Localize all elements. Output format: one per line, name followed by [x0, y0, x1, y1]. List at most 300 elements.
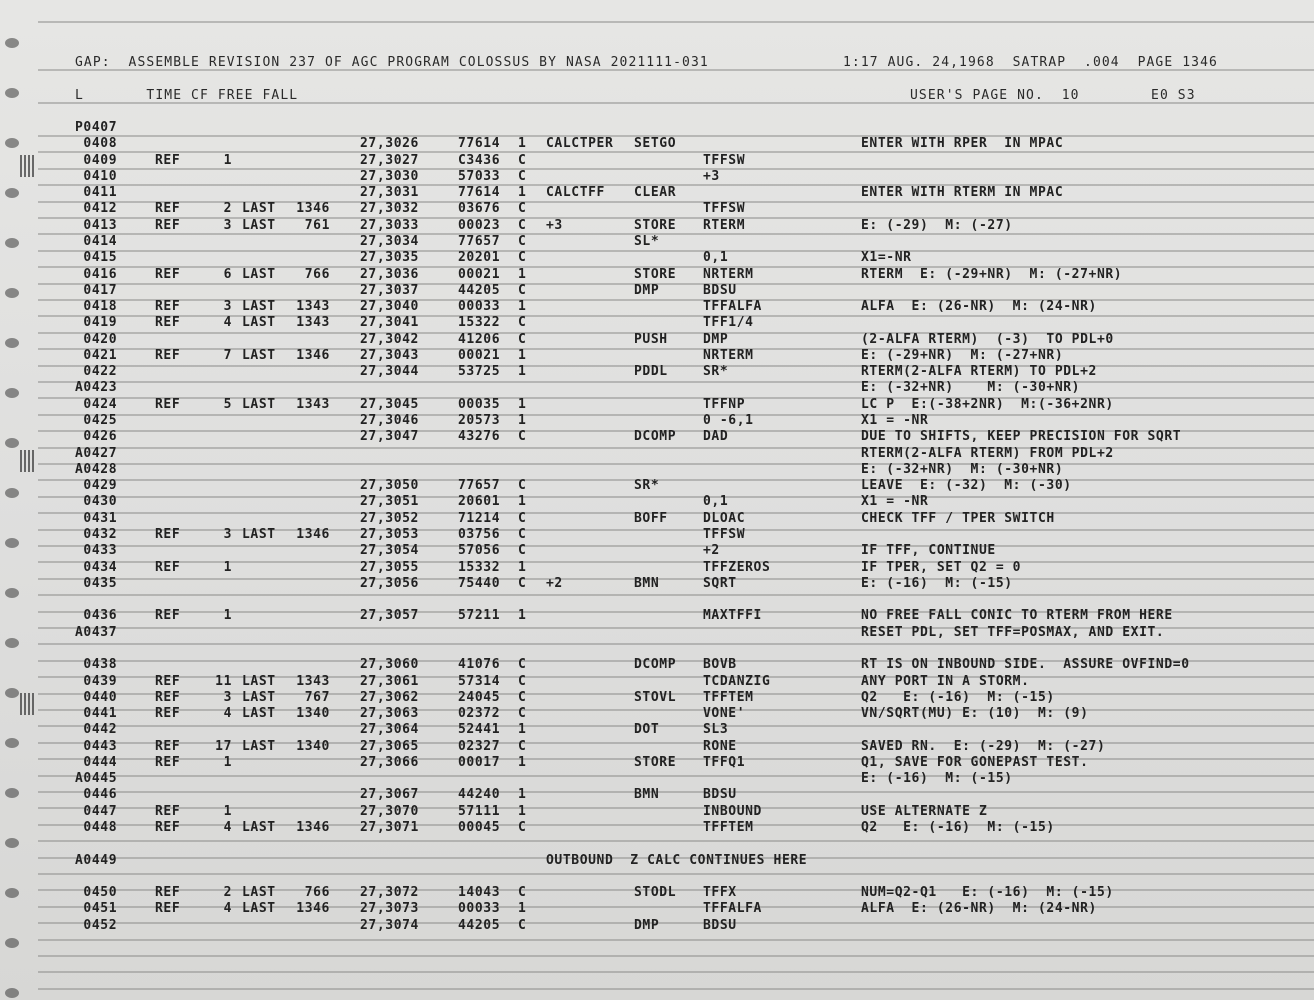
opcode: DCOMP [634, 429, 677, 444]
comment: ALFA E: (26-NR) M: (24-NR) [861, 901, 1097, 916]
octal-word: 77657 [458, 478, 501, 493]
operand: TFFSW [703, 153, 746, 168]
line-number: 0426 [75, 429, 118, 444]
listing-header-left: GAP: ASSEMBLE REVISION 237 OF AGC PROGRAM COLOSSUS BY NASA 2021111-031 [75, 55, 709, 70]
address: 27,3033 [360, 218, 419, 233]
sprocket-hole [5, 488, 19, 498]
ref-marker: REF [155, 901, 181, 916]
octal-word: 00017 [458, 755, 501, 770]
octal-word: 57033 [458, 169, 501, 184]
opcode: PUSH [634, 332, 668, 347]
ref-count: 6 [223, 267, 232, 282]
opcode: PDDL [634, 364, 668, 379]
sprocket-hole [5, 338, 19, 348]
last-page: 767 [304, 690, 330, 705]
octal-word: 03756 [458, 527, 501, 542]
octal-word: 00045 [458, 820, 501, 835]
address: 27,3072 [360, 885, 419, 900]
last-marker: LAST [242, 299, 276, 314]
word-flag: C [518, 511, 527, 526]
last-page: 1340 [296, 739, 330, 754]
line-number: 0413 [75, 218, 118, 233]
operand: BDSU [703, 787, 737, 802]
operand: TFFQ1 [703, 755, 746, 770]
comment: E: (-32+NR) M: (-30+NR) [861, 462, 1064, 477]
word-flag: C [518, 201, 527, 216]
last-page: 761 [304, 218, 330, 233]
operand: DLOAC [703, 511, 746, 526]
opcode: DOT [634, 722, 660, 737]
opcode: CLEAR [634, 185, 677, 200]
sprocket-hole [5, 638, 19, 648]
last-marker: LAST [242, 706, 276, 721]
address: 27,3063 [360, 706, 419, 721]
line-number: 0452 [75, 918, 118, 933]
ref-count: 1 [223, 560, 232, 575]
opcode: BMN [634, 787, 660, 802]
octal-word: 20201 [458, 250, 501, 265]
operand: 0,1 [703, 250, 729, 265]
octal-word: 77657 [458, 234, 501, 249]
comment: E: (-16) M: (-15) [861, 576, 1013, 591]
address: 27,3040 [360, 299, 419, 314]
ref-count: 2 [223, 201, 232, 216]
last-marker: LAST [242, 201, 276, 216]
address: 27,3060 [360, 657, 419, 672]
ref-count: 5 [223, 397, 232, 412]
ref-count: 1 [223, 804, 232, 819]
operand: INBOUND [703, 804, 762, 819]
comment: E: (-32+NR) M: (-30+NR) [861, 380, 1081, 395]
sprocket-hole [5, 888, 19, 898]
octal-word: 15322 [458, 315, 501, 330]
line-number: 0419 [75, 315, 118, 330]
comment: CHECK TFF / TPER SWITCH [861, 511, 1055, 526]
octal-word: 14043 [458, 885, 501, 900]
sprocket-hole [5, 788, 19, 798]
operand: TFF1/4 [703, 315, 754, 330]
sprocket-hole [5, 88, 19, 98]
address: 27,3035 [360, 250, 419, 265]
word-flag: 1 [518, 755, 527, 770]
comment: RTERM(2-ALFA RTERM) FROM PDL+2 [861, 446, 1114, 461]
ref-count: 3 [223, 690, 232, 705]
octal-word: 20573 [458, 413, 501, 428]
comment: E: (-29) M: (-27) [861, 218, 1013, 233]
word-flag: 1 [518, 299, 527, 314]
octal-word: 57056 [458, 543, 501, 558]
operand: DAD [703, 429, 729, 444]
sprocket-hole [5, 438, 19, 448]
address: 27,3030 [360, 169, 419, 184]
ref-count: 3 [223, 218, 232, 233]
comment: IF TFF, CONTINUE [861, 543, 996, 558]
line-number: 0450 [75, 885, 118, 900]
sprocket-hole [5, 738, 19, 748]
last-page: 766 [304, 267, 330, 282]
operand: SL3 [703, 722, 729, 737]
opcode: DCOMP [634, 657, 677, 672]
address: 27,3047 [360, 429, 419, 444]
opcode: STORE [634, 755, 677, 770]
octal-word: 57211 [458, 608, 501, 623]
octal-word: 44205 [458, 918, 501, 933]
comment: RT IS ON INBOUND SIDE. ASSURE OVFIND=0 [861, 657, 1190, 672]
ref-count: 1 [223, 153, 232, 168]
octal-word: 44240 [458, 787, 501, 802]
comment: ENTER WITH RTERM IN MPAC [861, 185, 1064, 200]
ref-marker: REF [155, 560, 181, 575]
ref-marker: REF [155, 299, 181, 314]
last-marker: LAST [242, 820, 276, 835]
octal-word: 00021 [458, 267, 501, 282]
comment: (2-ALFA RTERM) (-3) TO PDL+0 [861, 332, 1114, 347]
ref-marker: REF [155, 820, 181, 835]
last-page: 1346 [296, 527, 330, 542]
word-flag: C [518, 657, 527, 672]
ref-marker: REF [155, 348, 181, 363]
word-flag: C [518, 218, 527, 233]
address: 27,3031 [360, 185, 419, 200]
line-number: 0424 [75, 397, 118, 412]
line-number: A0428 [75, 462, 118, 477]
opcode: BOFF [634, 511, 668, 526]
ref-marker: REF [155, 267, 181, 282]
line-number: 0408 [75, 136, 118, 151]
octal-word: 43276 [458, 429, 501, 444]
ref-count: 3 [223, 299, 232, 314]
address: 27,3073 [360, 901, 419, 916]
word-flag: C [518, 918, 527, 933]
ref-count: 4 [223, 820, 232, 835]
octal-word: 02372 [458, 706, 501, 721]
operand: TFFSW [703, 527, 746, 542]
last-marker: LAST [242, 885, 276, 900]
sprocket-hole [5, 588, 19, 598]
operand: TFFZEROS [703, 560, 771, 575]
address: 27,3032 [360, 201, 419, 216]
address: 27,3051 [360, 494, 419, 509]
operand: SQRT [703, 576, 737, 591]
opcode: STODL [634, 885, 677, 900]
comment: DUE TO SHIFTS, KEEP PRECISION FOR SQRT [861, 429, 1182, 444]
opcode: BMN [634, 576, 660, 591]
word-flag: C [518, 739, 527, 754]
last-marker: LAST [242, 674, 276, 689]
line-number: 0431 [75, 511, 118, 526]
line-number: A0423 [75, 380, 118, 395]
comment: ENTER WITH RPER IN MPAC [861, 136, 1064, 151]
octal-word: 00023 [458, 218, 501, 233]
operand: TCDANZIG [703, 674, 771, 689]
operand: TFFTEM [703, 690, 754, 705]
octal-word: 20601 [458, 494, 501, 509]
ref-count: 2 [223, 885, 232, 900]
line-number: 0440 [75, 690, 118, 705]
ref-count: 7 [223, 348, 232, 363]
last-marker: LAST [242, 218, 276, 233]
ref-marker: REF [155, 608, 181, 623]
word-flag: C [518, 283, 527, 298]
ref-marker: REF [155, 218, 181, 233]
octal-word: 02327 [458, 739, 501, 754]
line-number: 0417 [75, 283, 118, 298]
word-flag: 1 [518, 560, 527, 575]
comment: ALFA E: (26-NR) M: (24-NR) [861, 299, 1097, 314]
last-page: 1346 [296, 201, 330, 216]
operand: RONE [703, 739, 737, 754]
operand: NRTERM [703, 348, 754, 363]
last-marker: LAST [242, 348, 276, 363]
line-number: A0427 [75, 446, 118, 461]
address: 27,3043 [360, 348, 419, 363]
comment: LEAVE E: (-32) M: (-30) [861, 478, 1072, 493]
label: OUTBOUND Z CALC CONTINUES HERE [546, 853, 808, 868]
comment: NUM=Q2-Q1 E: (-16) M: (-15) [861, 885, 1114, 900]
ref-marker: REF [155, 527, 181, 542]
octal-word: 52441 [458, 722, 501, 737]
comment: USE ALTERNATE Z [861, 804, 988, 819]
address: 27,3050 [360, 478, 419, 493]
label: +2 [546, 576, 563, 591]
line-number: 0442 [75, 722, 118, 737]
word-flag: 1 [518, 397, 527, 412]
word-flag: C [518, 543, 527, 558]
opcode: SR* [634, 478, 660, 493]
last-marker: LAST [242, 901, 276, 916]
margin-mark [20, 155, 34, 177]
line-number: 0436 [75, 608, 118, 623]
address: 27,3026 [360, 136, 419, 151]
line-number: 0420 [75, 332, 118, 347]
line-number: 0421 [75, 348, 118, 363]
ref-marker: REF [155, 201, 181, 216]
operand: TFFNP [703, 397, 746, 412]
line-number: 0451 [75, 901, 118, 916]
sprocket-hole [5, 138, 19, 148]
octal-word: 53725 [458, 364, 501, 379]
address: 27,3041 [360, 315, 419, 330]
comment: IF TPER, SET Q2 = 0 [861, 560, 1022, 575]
opcode: DMP [634, 918, 660, 933]
line-number: 0439 [75, 674, 118, 689]
address: 27,3056 [360, 576, 419, 591]
octal-word: 24045 [458, 690, 501, 705]
line-number: 0448 [75, 820, 118, 835]
last-marker: LAST [242, 397, 276, 412]
word-flag: 1 [518, 804, 527, 819]
word-flag: 1 [518, 185, 527, 200]
address: 27,3042 [360, 332, 419, 347]
octal-word: 00035 [458, 397, 501, 412]
line-number: 0414 [75, 234, 118, 249]
comment: E: (-16) M: (-15) [861, 771, 1013, 786]
last-page: 766 [304, 885, 330, 900]
opcode: SETGO [634, 136, 677, 151]
line-number: 0422 [75, 364, 118, 379]
label: +3 [546, 218, 563, 233]
label: CALCTFF [546, 185, 605, 200]
address: 27,3062 [360, 690, 419, 705]
line-number: 0411 [75, 185, 118, 200]
octal-word: 03676 [458, 201, 501, 216]
line-number: P0407 [75, 120, 118, 135]
line-number: 0418 [75, 299, 118, 314]
word-flag: C [518, 527, 527, 542]
last-marker: LAST [242, 267, 276, 282]
operand: RTERM [703, 218, 746, 233]
octal-word: 57111 [458, 804, 501, 819]
address: 27,3044 [360, 364, 419, 379]
word-flag: C [518, 576, 527, 591]
ref-marker: REF [155, 315, 181, 330]
line-number: 0435 [75, 576, 118, 591]
ref-count: 3 [223, 527, 232, 542]
last-page: 1346 [296, 348, 330, 363]
octal-word: 44205 [458, 283, 501, 298]
last-page: 1343 [296, 674, 330, 689]
operand: BOVB [703, 657, 737, 672]
opcode: SL* [634, 234, 660, 249]
line-number: 0446 [75, 787, 118, 802]
operand: BDSU [703, 283, 737, 298]
comment: X1 = -NR [861, 494, 929, 509]
sprocket-hole [5, 238, 19, 248]
comment: NO FREE FALL CONIC TO RTERM FROM HERE [861, 608, 1173, 623]
operand: NRTERM [703, 267, 754, 282]
ref-count: 4 [223, 901, 232, 916]
line-number: 0412 [75, 201, 118, 216]
last-page: 1343 [296, 315, 330, 330]
line-number: 0438 [75, 657, 118, 672]
word-flag: 1 [518, 608, 527, 623]
address: 27,3034 [360, 234, 419, 249]
address: 27,3046 [360, 413, 419, 428]
line-number: 0430 [75, 494, 118, 509]
ref-marker: REF [155, 397, 181, 412]
word-flag: 1 [518, 494, 527, 509]
ref-marker: REF [155, 739, 181, 754]
comment: Q1, SAVE FOR GONEPAST TEST. [861, 755, 1089, 770]
address: 27,3061 [360, 674, 419, 689]
comment: ANY PORT IN A STORM. [861, 674, 1030, 689]
line-number: A0445 [75, 771, 118, 786]
word-flag: C [518, 690, 527, 705]
sprocket-hole [5, 838, 19, 848]
comment: LC P E:(-38+2NR) M:(-36+2NR) [861, 397, 1114, 412]
last-marker: LAST [242, 739, 276, 754]
address: 27,3074 [360, 918, 419, 933]
word-flag: 1 [518, 267, 527, 282]
sprocket-hole [5, 288, 19, 298]
line-number: 0410 [75, 169, 118, 184]
ref-marker: REF [155, 885, 181, 900]
address: 27,3071 [360, 820, 419, 835]
line-number: 0415 [75, 250, 118, 265]
word-flag: C [518, 153, 527, 168]
last-page: 1346 [296, 901, 330, 916]
address: 27,3065 [360, 739, 419, 754]
octal-word: 71214 [458, 511, 501, 526]
word-flag: C [518, 332, 527, 347]
word-flag: 1 [518, 722, 527, 737]
last-marker: LAST [242, 315, 276, 330]
last-marker: LAST [242, 690, 276, 705]
margin-mark [20, 693, 34, 715]
address: 27,3067 [360, 787, 419, 802]
ref-marker: REF [155, 153, 181, 168]
comment: X1=-NR [861, 250, 912, 265]
last-page: 1346 [296, 820, 330, 835]
line-number: 0432 [75, 527, 118, 542]
sprocket-hole [5, 38, 19, 48]
operand: +3 [703, 169, 720, 184]
operand: TFFTEM [703, 820, 754, 835]
ref-marker: REF [155, 804, 181, 819]
octal-word: 75440 [458, 576, 501, 591]
operand: TFFALFA [703, 299, 762, 314]
opcode: STOVL [634, 690, 677, 705]
word-flag: 1 [518, 364, 527, 379]
comment: Q2 E: (-16) M: (-15) [861, 820, 1055, 835]
address: 27,3070 [360, 804, 419, 819]
comment: RTERM(2-ALFA RTERM) TO PDL+2 [861, 364, 1097, 379]
word-flag: C [518, 820, 527, 835]
word-flag: C [518, 478, 527, 493]
opcode: STORE [634, 218, 677, 233]
word-flag: C [518, 429, 527, 444]
opcode: DMP [634, 283, 660, 298]
operand: 0,1 [703, 494, 729, 509]
octal-word: C3436 [458, 153, 501, 168]
word-flag: C [518, 706, 527, 721]
comment: SAVED RN. E: (-29) M: (-27) [861, 739, 1106, 754]
operand: TFFALFA [703, 901, 762, 916]
ref-count: 17 [215, 739, 232, 754]
ref-count: 11 [215, 674, 232, 689]
comment: Q2 E: (-16) M: (-15) [861, 690, 1055, 705]
sprocket-hole [5, 688, 19, 698]
octal-word: 00033 [458, 299, 501, 314]
operand: +2 [703, 543, 720, 558]
ref-count: 1 [223, 755, 232, 770]
operand: TFFX [703, 885, 737, 900]
opcode: STORE [634, 267, 677, 282]
ref-marker: REF [155, 690, 181, 705]
word-flag: C [518, 885, 527, 900]
listing-header-right: 1:17 AUG. 24,1968 SATRAP .004 PAGE 1346 [843, 55, 1218, 70]
listing-subheader-right: USER'S PAGE NO. 10 E0 S3 [910, 88, 1196, 103]
address: 27,3027 [360, 153, 419, 168]
last-page: 1343 [296, 397, 330, 412]
last-marker: LAST [242, 527, 276, 542]
operand: SR* [703, 364, 729, 379]
comment: VN/SQRT(MU) E: (10) M: (9) [861, 706, 1089, 721]
margin-mark [20, 450, 34, 472]
line-number: 0434 [75, 560, 118, 575]
word-flag: 1 [518, 413, 527, 428]
octal-word: 41206 [458, 332, 501, 347]
word-flag: C [518, 674, 527, 689]
address: 27,3057 [360, 608, 419, 623]
word-flag: 1 [518, 348, 527, 363]
line-number: 0447 [75, 804, 118, 819]
line-number: A0449 [75, 853, 118, 868]
octal-word: 15332 [458, 560, 501, 575]
comment: X1 = -NR [861, 413, 929, 428]
label: CALCTPER [546, 136, 614, 151]
operand: BDSU [703, 918, 737, 933]
